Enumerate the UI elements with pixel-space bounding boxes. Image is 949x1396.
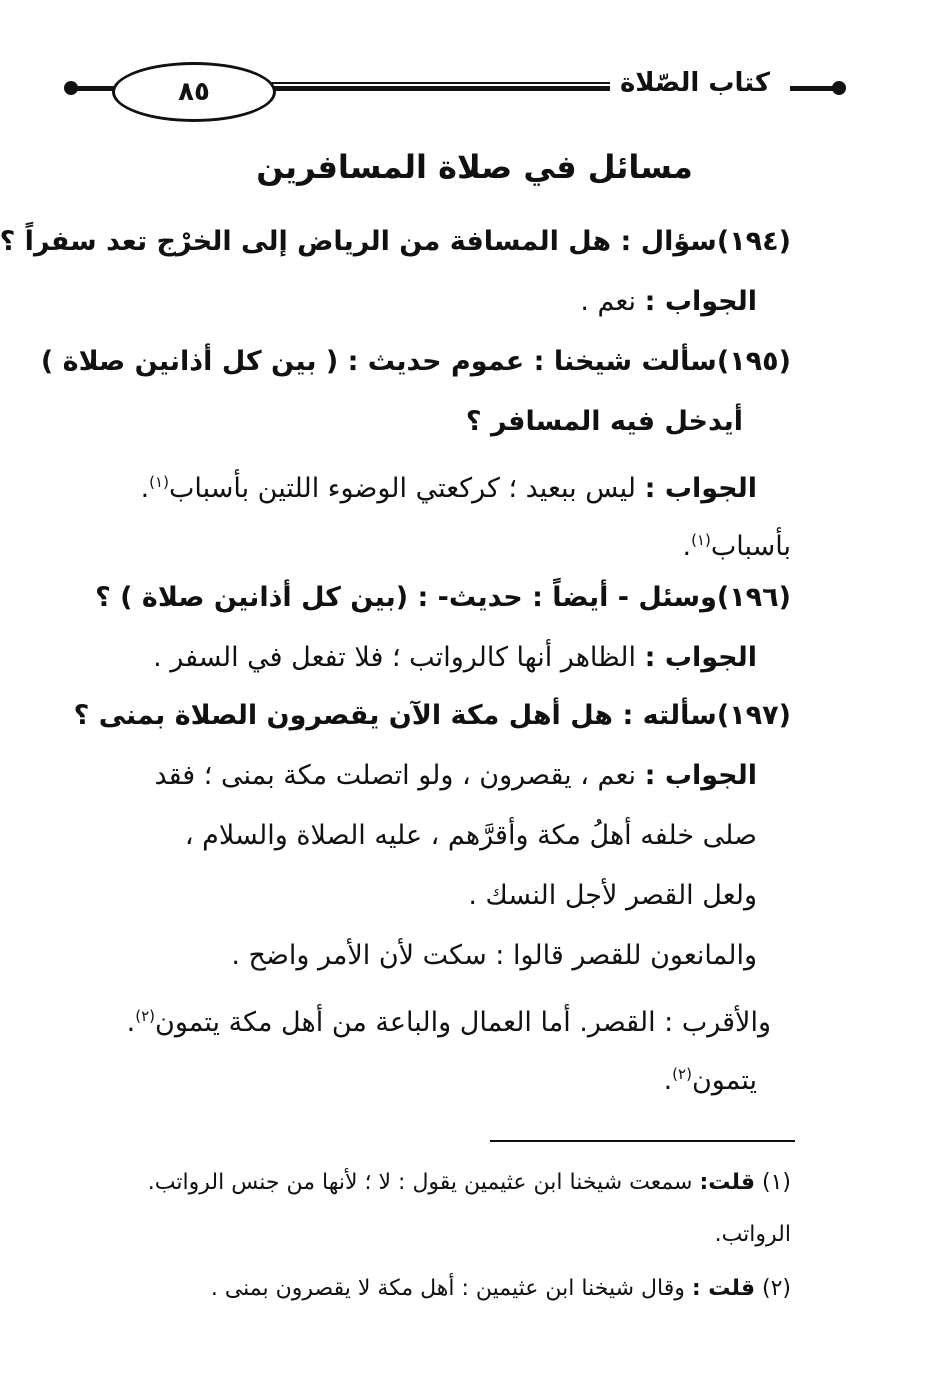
question-text: هل المسافة من الرياض إلى الخرْج تعد سفراً ؟ — [0, 226, 612, 257]
question-number: (١٩٧) — [716, 700, 791, 731]
header-rule — [268, 86, 620, 91]
question-label: سألته : — [622, 700, 717, 731]
question-195-continued: أيدخل فيه المسافر ؟ — [465, 406, 743, 437]
question-text: حديث- : (بين كل أذانين صلاة ) ؟ — [95, 582, 523, 613]
answer-text: بأسباب — [710, 531, 791, 562]
ornament-dot — [832, 81, 846, 95]
answer-195-tail: بأسباب$^{(١)}$. — [682, 531, 791, 562]
footnote-label: قلت: — [699, 1170, 755, 1195]
answer-text: ليس ببعيد ؛ كركعتي الوضوء اللتين بأسباب — [168, 473, 637, 504]
footnote-2 — [211, 1272, 791, 1306]
footnote-1-tail: الرواتب. — [714, 1222, 791, 1247]
answer-197 — [154, 756, 757, 796]
footnote-number: (٢) — [761, 1276, 791, 1301]
answer-text: الظاهر أنها كالرواتب ؛ فلا تفعل في السفر . — [153, 642, 637, 673]
answer-197-line-4: والمانعون للقصر قالوا : سكت لأن الأمر واضح . — [231, 940, 757, 971]
question-number: (١٩٦) — [716, 582, 791, 613]
book-title: كتاب الصّلاة — [610, 68, 780, 98]
footnote-ref[interactable]: (١) — [691, 531, 711, 549]
answer-text: والأقرب : القصر. أما العمال والباعة من أهل مكة يتمون — [154, 1007, 771, 1038]
page-number: ٨٥ — [178, 77, 210, 107]
footnote-ref[interactable]: (٢) — [135, 1007, 155, 1025]
answer-label: الجواب : — [644, 286, 757, 317]
answer-label: الجواب : — [644, 642, 757, 673]
question-text: هل أهل مكة الآن يقصرون الصلاة بمنى ؟ — [73, 700, 614, 731]
footnote-text: وقال شيخنا ابن عثيمين : أهل مكة لا يقصرون بمنى . — [210, 1276, 685, 1301]
page-header — [60, 58, 850, 120]
answer-196 — [153, 638, 757, 678]
footnote-1 — [148, 1166, 791, 1200]
footnote-separator — [490, 1140, 795, 1142]
answer-text: يتمون — [691, 1065, 757, 1096]
footnote-label: قلت : — [691, 1276, 755, 1301]
answer-194 — [580, 282, 757, 322]
page-number-badge — [112, 62, 276, 122]
answer-text: نعم . — [580, 286, 637, 317]
answer-197-line-2: صلى خلفه أهلُ مكة وأقرَّهم ، عليه الصلاة والسلام ، — [184, 820, 757, 851]
answer-197-line-5: والأقرب : القصر. أما العمال والباعة من أهل مكة يتمون$^{(٢)}$. — [126, 1007, 771, 1038]
question-label: سألت شيخنا : — [533, 346, 717, 377]
answer-label: الجواب : — [644, 473, 757, 504]
question-196 — [95, 578, 791, 618]
footnote-number: (١) — [761, 1170, 791, 1195]
answer-text: نعم ، يقصرون ، ولو اتصلت مكة بمنى ؛ فقد — [154, 760, 637, 791]
answer-197-tail: يتمون$^{(٢)}$. — [663, 1065, 757, 1096]
question-text: عموم حديث : ( بين كل أذانين صلاة ) — [40, 346, 525, 377]
question-195 — [41, 342, 791, 382]
answer-195: الجواب : ليس ببعيد ؛ كركعتي الوضوء اللتين بأسباب$^{(١)}$. — [140, 473, 757, 504]
header-rule — [72, 86, 116, 91]
answer-197-line-3: ولعل القصر لأجل النسك . — [468, 880, 757, 911]
footnote-ref[interactable]: (١) — [149, 473, 169, 491]
answer-label: الجواب : — [644, 760, 757, 791]
question-number: (١٩٤) — [716, 226, 791, 257]
question-label: سؤال : — [620, 226, 717, 257]
question-number: (١٩٥) — [716, 346, 791, 377]
section-title: مسائل في صلاة المسافرين — [256, 148, 693, 186]
question-label: وسئل - أيضاً : — [532, 582, 717, 613]
question-197 — [74, 696, 791, 736]
header-rule-thin — [268, 82, 620, 84]
footnote-text: سمعت شيخنا ابن عثيمين يقول : لا ؛ لأنها من جنس الرواتب. — [147, 1170, 693, 1195]
footnote-ref[interactable]: (٢) — [672, 1065, 692, 1083]
question-194 — [0, 222, 791, 262]
